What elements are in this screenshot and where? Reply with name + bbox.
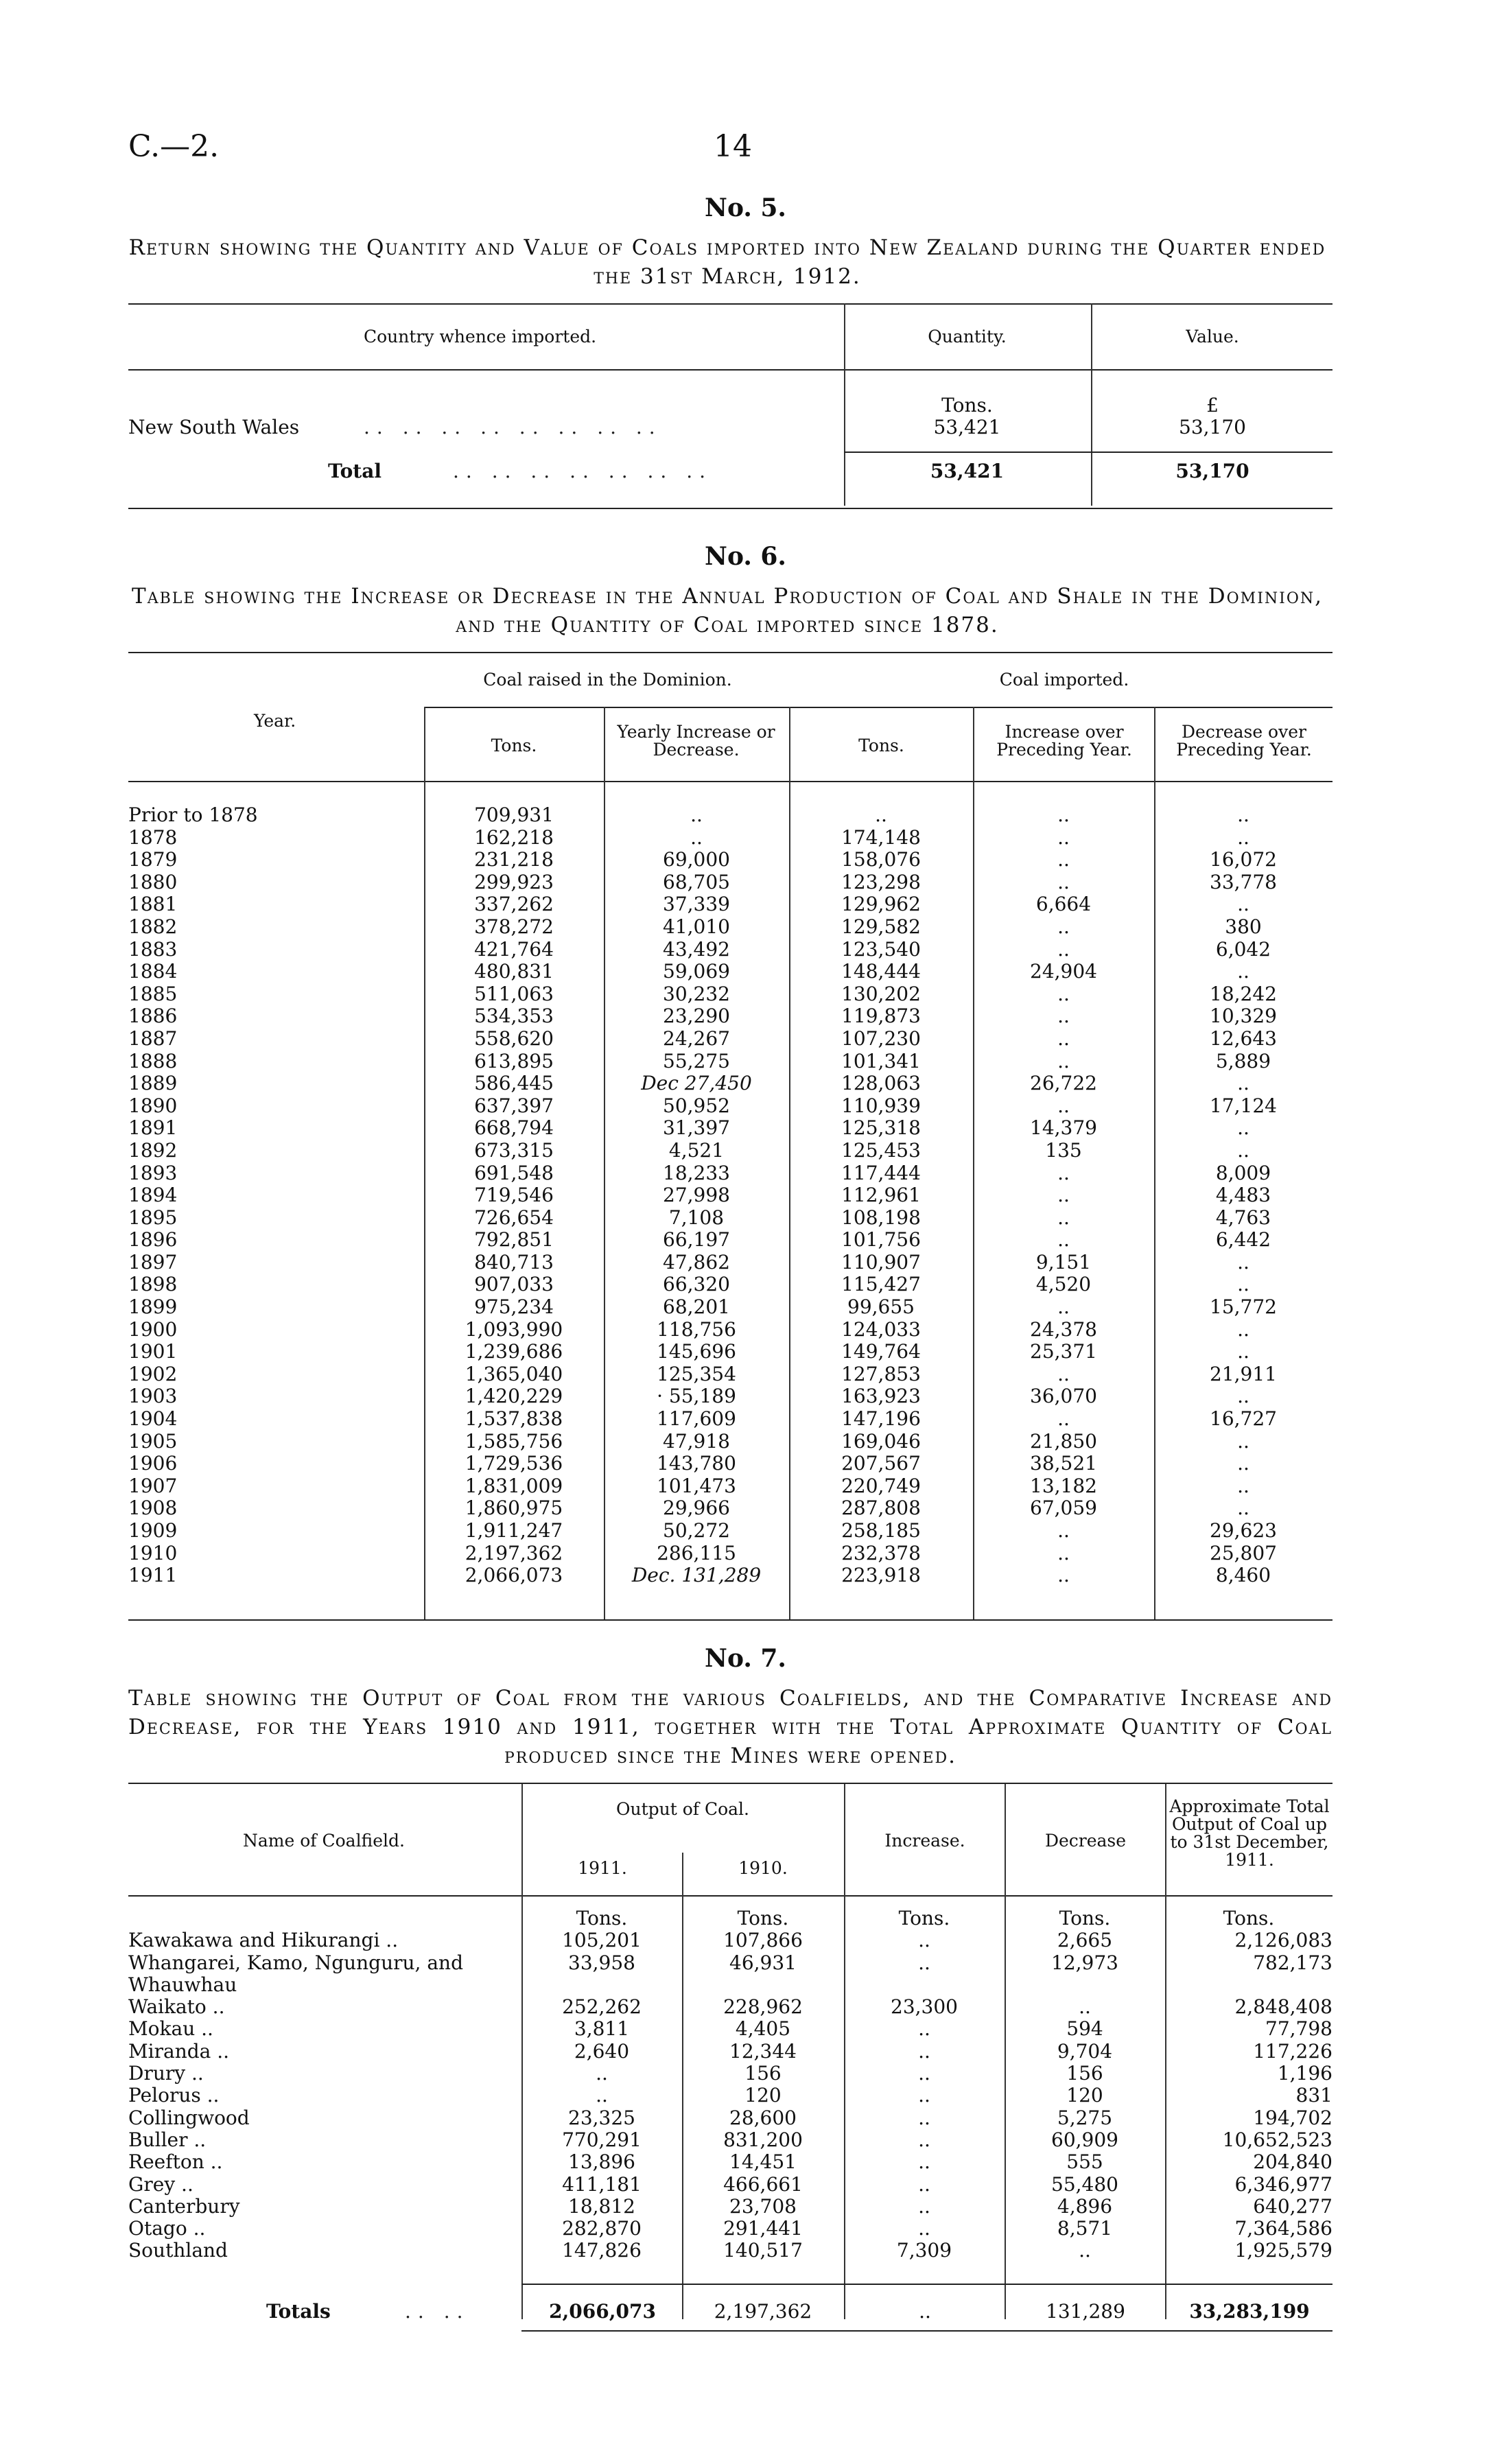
row-label: 1897 <box>128 1250 178 1274</box>
table7-col-decrease: Decrease <box>1044 1831 1127 1851</box>
row-label: Reefton .. <box>128 2150 223 2174</box>
table-row: Reefton .. 13,896 14,451 .. 555 204,840 <box>128 2150 1332 2174</box>
table-row: 1902 1,365,040 125,354 127,853 .. 21,911 <box>128 1362 1277 1385</box>
table-row: Miranda .. 2,640 12,344 .. 9,704 117,226 <box>128 2039 1332 2063</box>
table-row: 1893 691,548 18,233 117,444 .. 8,009 <box>128 1161 1271 1184</box>
row-label: Canterbury <box>128 2194 240 2218</box>
table-row: 1905 1,585,756 47,918 169,046 21,850 .. <box>128 1429 1249 1453</box>
row-label: 1884 <box>128 960 178 983</box>
table-row: Prior to 1878 709,931 .. .. .. .. <box>128 803 1249 826</box>
table6-title: Table showing the Increase or Decrease in the Annual Production of Coal and Shale in the Dominion, and the Quantity of Coal imported since 1878. <box>132 584 1323 637</box>
table7-group-output: Output of Coal. <box>615 1799 750 1819</box>
row-label: Otago .. <box>128 2217 206 2240</box>
table-row: 1899 975,234 68,201 99,655 .. 15,772 <box>128 1295 1277 1319</box>
row-label: 1896 <box>128 1228 178 1252</box>
table-row: Southland 147,826 140,517 7,309 .. 1,925,579 <box>128 2239 1332 2262</box>
row-label: 1901 <box>128 1340 178 1363</box>
table-row: 1880 299,923 68,705 123,298 .. 33,778 <box>128 870 1277 893</box>
row-label: Buller .. <box>128 2128 207 2151</box>
table5-col-country: Country whence imported. <box>364 327 597 347</box>
table7-col-1911: 1911. <box>578 1858 627 1878</box>
table-row: Kawakawa and Hikurangi .. 105,201 107,866 .. 2,665 2,126,083 <box>128 1929 1332 1952</box>
table5-total-label: Total <box>328 460 382 482</box>
row-label: Whauwhau <box>128 1973 237 1996</box>
table5-unit-value: £ <box>1206 394 1219 416</box>
row-label: 1882 <box>128 915 178 938</box>
row-label: 1889 <box>128 1072 178 1095</box>
table7-col-name: Name of Coalfield. <box>243 1831 405 1851</box>
row-label: 1902 <box>128 1362 178 1385</box>
table7-title: Table showing the Output of Coal from the various Coalfields, and the Comparative Increase and Decrease, for the Years 1910 and 1911, together with the Total Approximate Quantity of Coal produced since the Mines were opened. <box>128 1686 1332 1768</box>
table-row: 1879 231,218 69,000 158,076 .. 16,072 <box>128 848 1277 871</box>
row-label: 1910 <box>128 1541 178 1564</box>
table5-number: No. 5. <box>705 193 786 222</box>
table6-col-raised-tons: Tons. <box>491 736 537 755</box>
row-label: 1890 <box>128 1094 178 1117</box>
table-row: 1887 558,620 24,267 107,230 .. 12,643 <box>128 1026 1277 1050</box>
row-label: Miranda .. <box>128 2039 230 2063</box>
table-row: 1901 1,239,686 145,696 149,764 25,371 .. <box>128 1340 1249 1363</box>
row-label: 1892 <box>128 1138 178 1162</box>
table7-total-label: Totals <box>266 2300 331 2323</box>
row-label: 1893 <box>128 1161 178 1184</box>
row-label: 1886 <box>128 1005 178 1028</box>
table-row: 1884 480,831 59,069 148,444 24,904 .. <box>128 960 1249 983</box>
table-row: 1894 719,546 27,998 112,961 .. 4,483 <box>128 1184 1271 1207</box>
row-label: 1911 <box>128 1564 178 1587</box>
table5-total-value: 53,170 <box>1175 460 1249 482</box>
row-label: 1881 <box>128 893 178 916</box>
table-row: Waikato .. 252,262 228,962 23,300 .. 2,848,408 <box>128 1995 1332 2019</box>
table-row: 1895 726,654 7,108 108,198 .. 4,763 <box>128 1206 1271 1229</box>
table6-col-decrease: Decrease over Preceding Year. <box>1176 722 1312 760</box>
table6-col-yearly: Yearly Increase or Decrease. <box>617 722 775 760</box>
row-label: Collingwood <box>128 2106 250 2129</box>
table5-row-country: New South Wales <box>128 416 300 438</box>
page-ref: C.—2. <box>128 129 220 164</box>
table5-title: Return showing the Quantity and Value of Coals imported into New Zealand during the Quarter ended the 31st March, 1912. <box>128 235 1326 289</box>
table-row: 1882 378,272 41,010 129,582 .. 380 <box>128 915 1262 938</box>
table7-col-1910: 1910. <box>738 1858 788 1878</box>
table-row: 1910 2,197,362 286,115 232,378 .. 25,807 <box>128 1541 1277 1564</box>
table7-total-increase: .. <box>919 2300 931 2323</box>
table-row: 1908 1,860,975 29,966 287,808 67,059 .. <box>128 1497 1249 1520</box>
row-label: 1888 <box>128 1049 178 1072</box>
row-label: Grey .. <box>128 2172 193 2196</box>
table7-total-approx: 33,283,199 <box>1189 2300 1310 2323</box>
row-label: Drury .. <box>128 2062 204 2085</box>
table6-number: No. 6. <box>705 542 786 571</box>
row-label: Mokau .. <box>128 2017 213 2041</box>
table-row: 1898 907,033 66,320 115,427 4,520 .. <box>128 1273 1249 1296</box>
table-row: Drury .. .. 156 .. 156 1,196 <box>128 2062 1332 2085</box>
row-label: 1905 <box>128 1429 178 1453</box>
table-row: 1889 586,445 Dec 27,450 128,063 26,722 .. <box>128 1072 1249 1095</box>
table5-unit-quantity: Tons. <box>941 394 993 416</box>
row-label: 1894 <box>128 1184 178 1207</box>
table-row: Mokau .. 3,811 4,405 .. 594 77,798 <box>128 2017 1332 2041</box>
table7-col-total: Approximate Total Output of Coal up to 31st December, 1911. <box>1169 1796 1330 1870</box>
row-label: 1898 <box>128 1273 178 1296</box>
table5-col-quantity: Quantity. <box>928 327 1007 347</box>
table-row: Pelorus .. .. 120 .. 120 831 <box>128 2084 1332 2107</box>
table-row: 1904 1,537,838 117,609 147,196 .. 16,727 <box>128 1407 1277 1431</box>
table7-number: No. 7. <box>705 1644 786 1673</box>
row-label: Southland <box>128 2239 228 2262</box>
table-row: 1903 1,420,229 · 55,189 163,923 36,070 .. <box>128 1385 1249 1408</box>
table-row: Canterbury 18,812 23,708 .. 4,896 640,277 <box>128 2194 1332 2218</box>
table-row: 1896 792,851 66,197 101,756 .. 6,442 <box>128 1228 1271 1252</box>
row-label: 1891 <box>128 1116 178 1140</box>
row-label: 1885 <box>128 982 178 1005</box>
row-label: Waikato .. <box>128 1995 225 2019</box>
table-row: 1890 637,397 50,952 110,939 .. 17,124 <box>128 1094 1277 1117</box>
table-row: 1897 840,713 47,862 110,907 9,151 .. <box>128 1250 1249 1274</box>
row-label: 1903 <box>128 1385 178 1408</box>
table-row: 1907 1,831,009 101,473 220,749 13,182 .. <box>128 1474 1249 1497</box>
table-row: 1888 613,895 55,275 101,341 .. 5,889 <box>128 1049 1271 1072</box>
table6-group-raised: Coal raised in the Dominion. <box>483 670 732 690</box>
table-row: 1885 511,063 30,232 130,202 .. 18,242 <box>128 982 1277 1005</box>
table-row: Otago .. 282,870 291,441 .. 8,571 7,364,586 <box>128 2217 1332 2240</box>
table-row: 1881 337,262 37,339 129,962 6,664 .. <box>128 893 1249 916</box>
row-label: 1909 <box>128 1519 178 1542</box>
table7-body <box>128 1908 1332 2262</box>
table-row: 1900 1,093,990 118,756 124,033 24,378 .. <box>128 1317 1249 1341</box>
table-row: Collingwood 23,325 28,600 .. 5,275 194,702 <box>128 2106 1332 2129</box>
table-row: Grey .. 411,181 466,661 .. 55,480 6,346,977 <box>128 2172 1332 2196</box>
table-row: 1878 162,218 .. 174,148 .. .. <box>128 825 1249 849</box>
table7-total-1911: 2,066,073 <box>549 2300 656 2323</box>
table6-body <box>128 804 1332 1587</box>
row-label: 1878 <box>128 825 178 849</box>
table-row <box>128 1974 1332 1996</box>
table-row: 1909 1,911,247 50,272 258,185 .. 29,623 <box>128 1519 1277 1542</box>
table5-row-value: 53,170 <box>1179 416 1246 438</box>
row-label: Whangarei, Kamo, Ngunguru, and <box>128 1951 464 1974</box>
row-label: Pelorus .. <box>128 2084 220 2107</box>
row-label: 1906 <box>128 1452 178 1475</box>
table6-group-imported: Coal imported. <box>999 670 1129 690</box>
table7-total-decrease: 131,289 <box>1046 2300 1125 2323</box>
table6-col-imp-tons: Tons. <box>858 736 904 755</box>
table7-col-increase: Increase. <box>884 1831 965 1851</box>
row-label: 1904 <box>128 1407 178 1431</box>
table-row: 1891 668,794 31,397 125,318 14,379 .. <box>128 1116 1249 1140</box>
table-row: 1911 2,066,073 Dec. 131,289 223,918 .. 8,460 <box>128 1564 1271 1587</box>
row-label: Kawakawa and Hikurangi .. <box>128 1929 399 1952</box>
table-row: 1906 1,729,536 143,780 207,567 38,521 .. <box>128 1452 1249 1475</box>
table-row: Buller .. 770,291 831,200 .. 60,909 10,652,523 <box>128 2128 1332 2151</box>
table-row: 1886 534,353 23,290 119,873 .. 10,329 <box>128 1005 1277 1028</box>
table6-col-year: Year. <box>254 711 296 731</box>
table5-row-quantity: 53,421 <box>933 416 1001 438</box>
table6-col-increase: Increase over Preceding Year. <box>996 722 1132 760</box>
table-row: Whangarei, Kamo, Ngunguru, and 33,958 46,931 .. 12,973 782,173 <box>128 1951 1332 1974</box>
page-number: 14 <box>714 129 752 164</box>
row-label: 1880 <box>128 870 178 893</box>
table-row: 1883 421,764 43,492 123,540 .. 6,042 <box>128 937 1271 961</box>
row-label: 1883 <box>128 937 178 961</box>
table5-col-value: Value. <box>1186 327 1239 347</box>
table7-total-1910: 2,197,362 <box>714 2300 812 2323</box>
row-label: Prior to 1878 <box>128 803 258 826</box>
row-label: 1907 <box>128 1474 178 1497</box>
table7-unit-row: Tons. Tons. Tons. Tons. Tons. <box>576 1907 1275 1929</box>
row-label: 1879 <box>128 848 178 871</box>
row-label: 1895 <box>128 1206 178 1229</box>
row-label: 1908 <box>128 1497 178 1520</box>
table5-total-quantity: 53,421 <box>930 460 1005 482</box>
table-row: 1892 673,315 4,521 125,453 135 .. <box>128 1138 1249 1162</box>
row-label: 1900 <box>128 1317 178 1341</box>
row-label: 1887 <box>128 1026 178 1050</box>
row-label: 1899 <box>128 1295 178 1319</box>
